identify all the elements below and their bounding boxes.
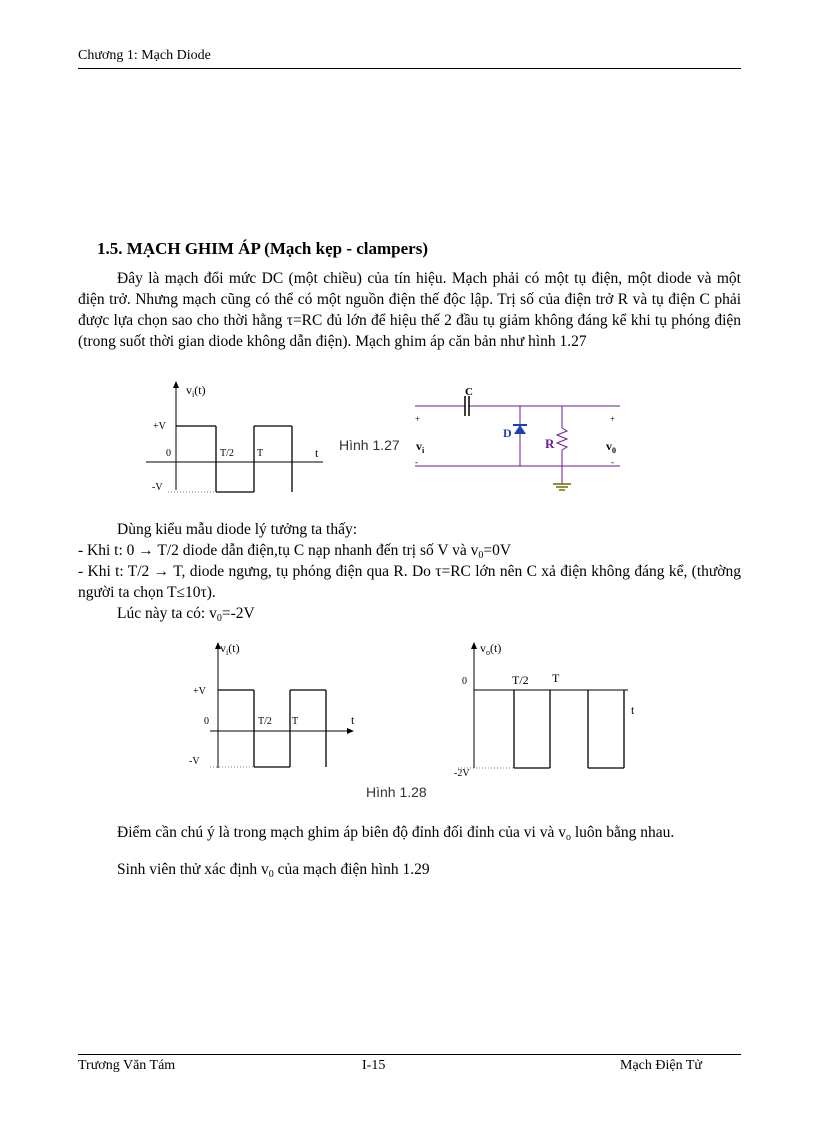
pos-v-label: +V [153,421,166,432]
svg-text:vi(t): $v_i(t)$ [220,641,240,657]
period-label: T [257,448,264,459]
half-period-label: T/2 [220,448,234,459]
neg-v-label: -V [152,482,163,493]
svg-text:-V: -V [189,756,200,767]
vin-label: $v_i$ [416,439,425,455]
exercise-text: Sinh viên thử xác định $v_0$ của mạch điện hình 1.29 [117,861,430,880]
header-rule [78,68,741,69]
svg-text:0: 0 [462,676,467,687]
running-header: Chương 1: Mạch Diode [78,48,211,63]
footer-subject: Mạch Điện Tử [620,1058,702,1073]
figure-1-28-output-waveform [418,636,643,776]
case-1-text: - Khi t: 0 → T/2 diode dẫn điện,tụ C nạp nhanh đến trị số V và $v_0=0V$ [78,542,512,561]
intro-paragraph: Đây là mạch đổi mức DC (một chiều) của tín hiệu. Mạch phải có một tụ điện, một diode và một điện trở. Nhưng mạch cũng có thể có một nguồn điện thế độc lập. Trị số của điện trở R và tụ điện C phải được lựa chọn sao cho thời hằng τ=RC đủ lớn để hiệu thế 2 đầu tụ giảm không đáng kể khi tụ phóng điện (trong suốt thời gian diode không dẫn điện). Mạch ghim áp căn bản như hình 1.27 [78,270,741,350]
footer-author: Trương Văn Tám [78,1058,176,1073]
figure-1-28-caption: Hình 1.28 [366,784,427,800]
diode-symbol [514,425,526,434]
result-text: Lúc này ta có: $v_0=-2V$ [117,605,255,624]
resistor-symbol [557,428,567,450]
ideal-diode-intro: Dùng kiểu mẫu diode lý tưởng ta thấy: [117,521,358,538]
waveform-ylabel: $v_i(t)$ [186,383,206,399]
section-title: 1.5. MẠCH GHIM ÁP (Mạch kẹp - clampers) [97,239,428,258]
svg-text:T: T [552,671,560,685]
figure-1-27-waveform [138,378,338,498]
resistor-label: R [545,436,555,451]
svg-text:t: t [351,713,355,727]
output-minus: - [611,457,614,467]
svg-text:+V: +V [193,686,206,697]
footer-rule [78,1054,741,1055]
svg-text:0: 0 [204,716,209,727]
y-axis-arrow [173,381,179,388]
t-label: t [315,446,319,460]
figure-1-27-caption: Hình 1.27 [339,437,400,453]
diode-label: D [503,426,512,440]
input-minus: - [415,457,418,467]
output-plus: + [610,414,616,424]
note-paragraph: Điểm cần chú ý là trong mạch ghim áp biên độ đỉnh đối đỉnh của vi và $v_o$ luôn bằng nhau. [117,824,675,843]
figure-1-28-input-waveform [180,636,370,776]
svg-text:T: T [292,716,299,727]
case-2-text: - Khi t: T/2 → T, diode ngưng, tụ phóng điện qua R. Do τ=RC lớn nên C xả điện không đáng kể, (thường người ta chọn T≤10τ). [78,563,741,601]
figure-1-27-circuit [410,384,625,496]
zero-label: 0 [166,448,171,459]
input-plus: + [415,414,421,424]
svg-text:-2V: -2V [454,768,470,776]
svg-text:T/2: T/2 [258,716,272,727]
capacitor-label: C [465,386,473,398]
svg-text:t: t [631,703,635,717]
vout-label: $v_0$ [606,439,616,455]
footer-page-number: I-15 [362,1058,386,1073]
svg-text:T/2: T/2 [512,673,529,687]
svg-text:vo(t): $v_o(t)$ [480,641,502,657]
